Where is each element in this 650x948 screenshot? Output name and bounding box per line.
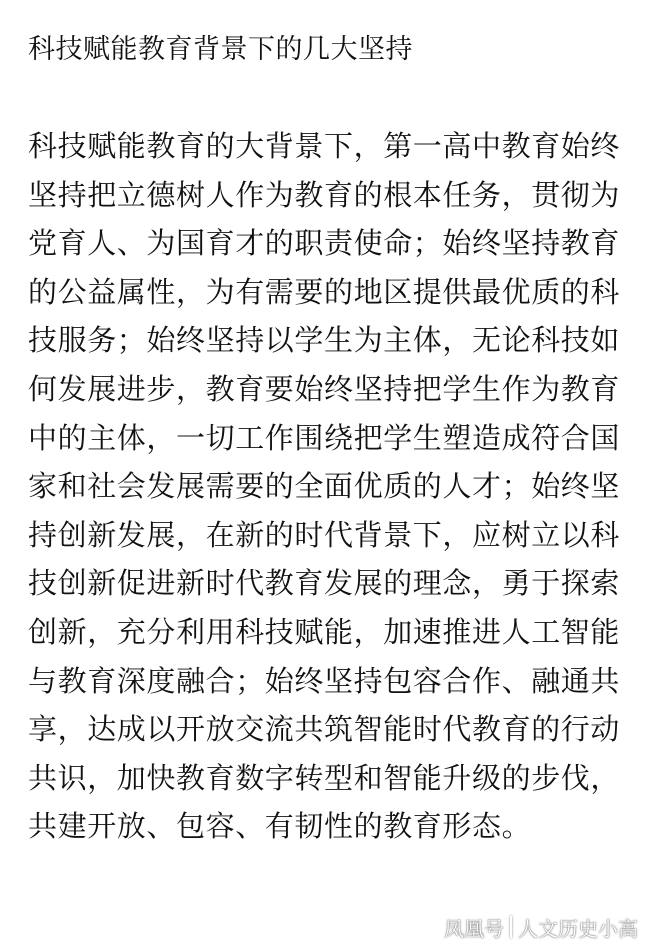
watermark-platform: 凤凰号: [444, 916, 504, 941]
body-line: 创新，充分利用科技赋能，加速推进人工智能: [28, 614, 621, 649]
body-line: 与教育深度融合；始终坚持包容合作、融通共: [28, 663, 621, 698]
body-line: 技服务；始终坚持以学生为主体，无论科技如: [28, 323, 621, 358]
body-line: 共识，加快教育数字转型和智能升级的步伐，: [28, 760, 621, 795]
body-line: 共建开放、包容、有韧性的教育形态。: [28, 809, 532, 844]
article-title: 科技赋能教育背景下的几大坚持: [28, 34, 413, 65]
watermark: [444, 912, 638, 942]
watermark-author: 人文历史小高: [518, 916, 638, 941]
body-line: 的公益属性，为有需要的地区提供最优质的科: [28, 274, 621, 309]
body-line: 党育人、为国育才的职责使命；始终坚持教育: [28, 226, 621, 261]
body-line: 技创新促进新时代教育发展的理念，勇于探索: [28, 566, 621, 601]
body-line: 坚持把立德树人作为教育的根本任务，贯彻为: [28, 177, 621, 212]
article-body: [28, 122, 628, 851]
body-line: 科技赋能教育的大背景下，第一高中教育始终: [28, 129, 621, 163]
body-line: 持创新发展，在新的时代背景下，应树立以科: [28, 517, 621, 552]
body-line: 家和社会发展需要的全面优质的人才；始终坚: [28, 469, 621, 504]
body-line: 中的主体，一切工作围绕把学生塑造成符合国: [28, 420, 621, 455]
watermark-divider: [510, 916, 512, 938]
body-line: 何发展进步，教育要始终坚持把学生作为教育: [28, 371, 621, 406]
body-line: 享，达成以开放交流共筑智能时代教育的行动: [28, 712, 621, 747]
